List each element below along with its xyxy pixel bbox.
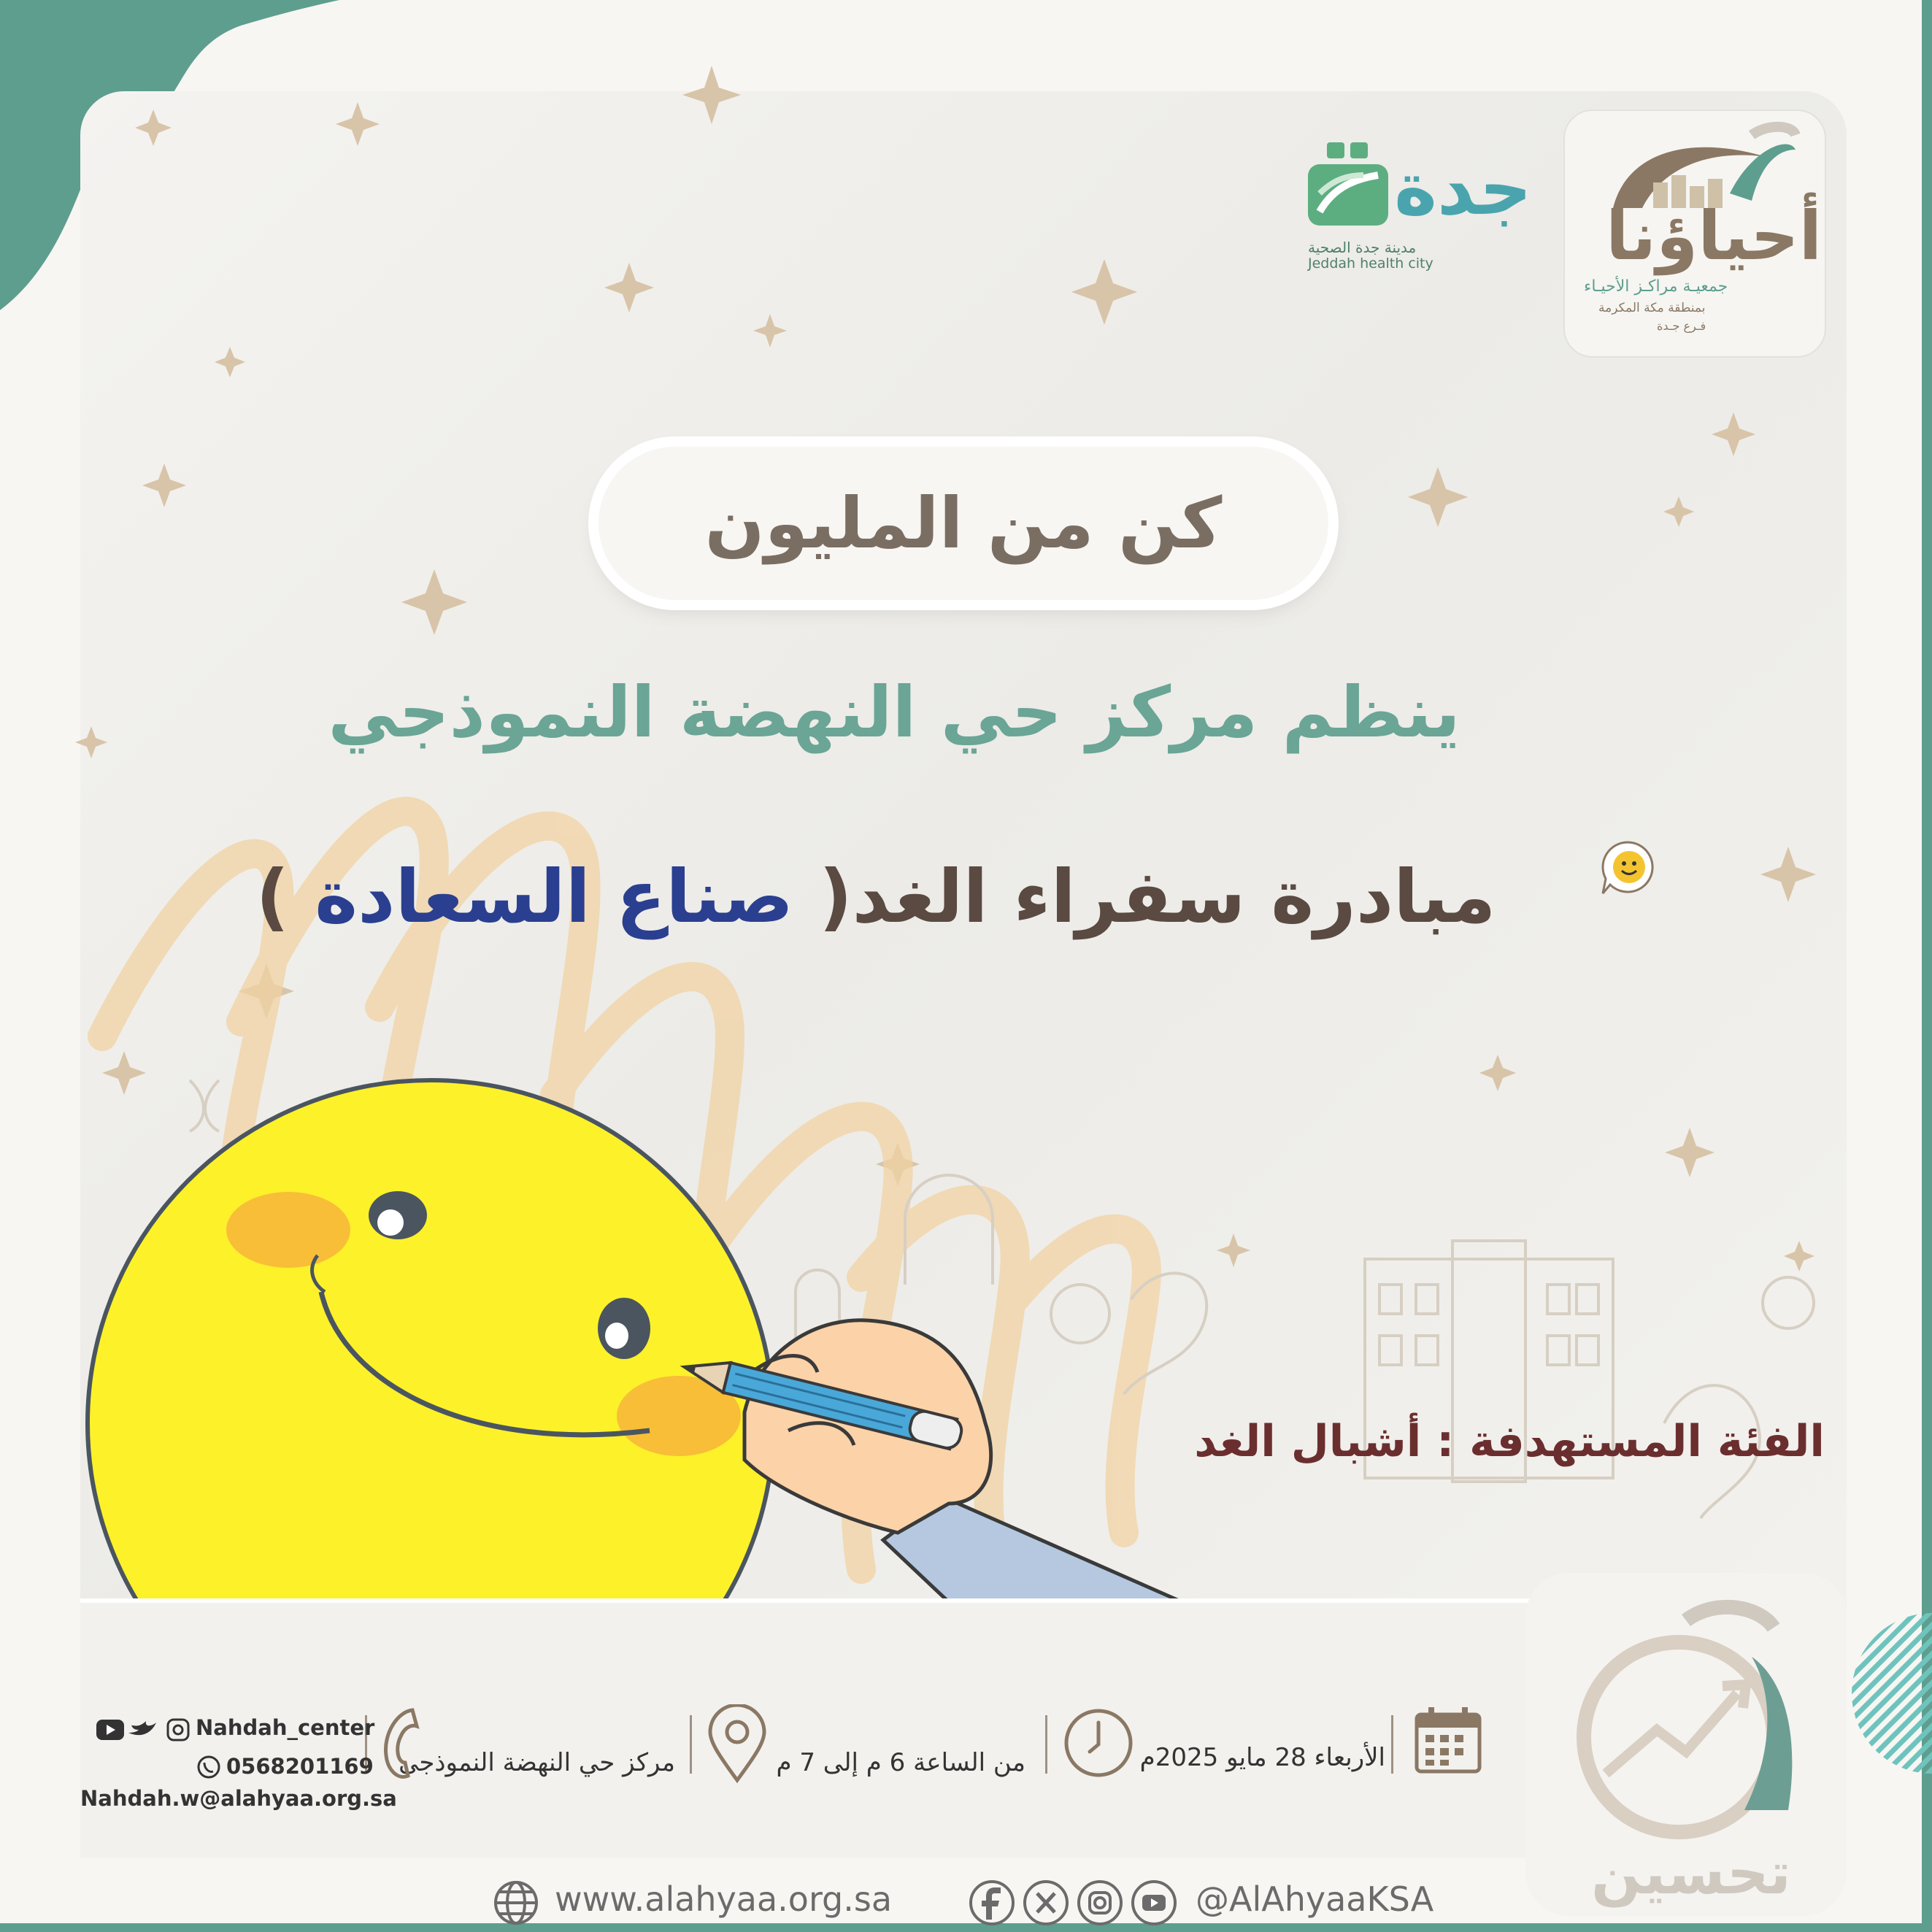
whatsapp-icon [196,1754,225,1783]
ahyaa-logo-name: أحياؤنا [1606,197,1823,275]
tahseen-logo-name: تحسين [1591,1839,1791,1907]
calendar-icon [1412,1704,1485,1777]
tahseen-logo-mark-icon [1555,1591,1817,1839]
event-date: الأربعاء 28 مايو 2025م [1139,1743,1385,1772]
clock-icon [1062,1706,1135,1779]
website-link[interactable]: www.alahyaa.org.sa [555,1879,893,1919]
initiative-prefix: مبادرة سفراء الغد( [793,854,1496,939]
time-bracket-divider [1045,1715,1056,1774]
jeddah-logo-name: جدة [1394,146,1532,231]
ahyaa-logo-line1: جمعيـة مراكـز الأحيـاء [1584,277,1728,296]
social-icons-group [95,1715,197,1744]
center-social-handle[interactable]: Nahdah_center [196,1715,375,1740]
target-group: الفئة المستهدفة : أشبال الغد [1194,1416,1825,1467]
event-location: مركز حي النهضة النموذجي [399,1748,675,1777]
initiative-highlight: صناع السعادة [315,854,794,939]
event-time: من الساعة 6 م إلى 7 م [776,1748,1025,1777]
location-bracket-divider [690,1715,701,1774]
initiative-suffix: ) [255,854,315,939]
location-pin-icon [704,1704,770,1785]
striped-semicircle-decoration [1832,1606,1932,1781]
phone-icon [376,1704,434,1785]
center-email[interactable]: Nahdah.w@alahyaa.org.sa [80,1786,397,1811]
date-bracket-divider [1391,1715,1402,1774]
ahyaa-logo-line3: فـرع جـدة [1657,319,1706,333]
jeddah-logo-arabic: مدينة جدة الصحية [1308,239,1417,256]
campaign-title: كن من المليون [704,482,1223,564]
jeddah-logo-english: Jeddah health city [1308,255,1433,272]
center-phone[interactable]: 0568201169 [226,1754,374,1779]
footer-social-icons [967,1877,1186,1928]
organizer-line: ينظم مركز حي النهضة النموذجي [328,671,1460,753]
ahyaa-logo-line2: بمنطقة مكة المكرمة [1598,301,1706,315]
footer-social-handle[interactable]: @AlAhyaaKSA [1196,1879,1434,1919]
globe-icon [490,1877,542,1928]
